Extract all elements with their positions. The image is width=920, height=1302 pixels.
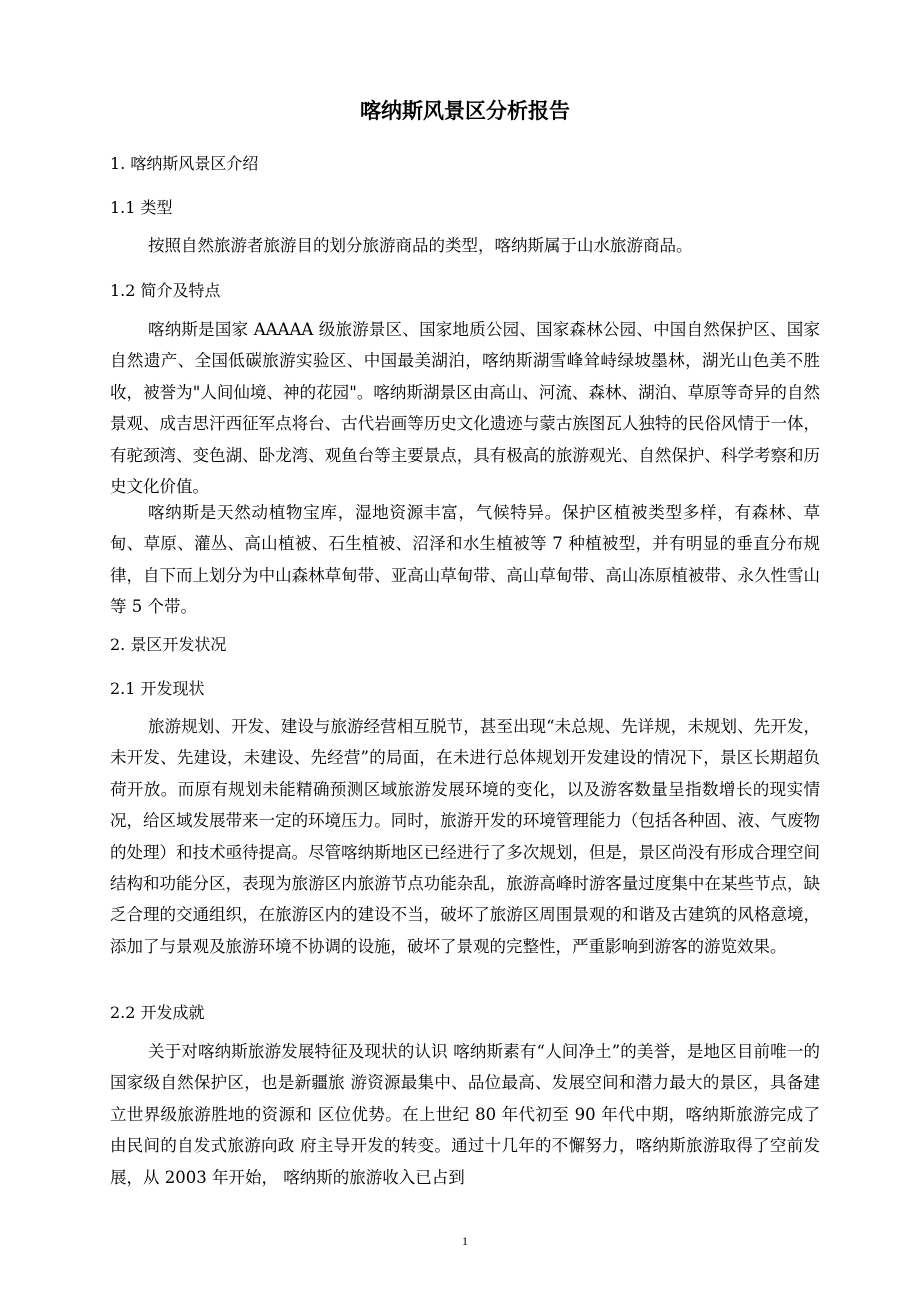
paragraph-status: 旅游规划、开发、建设与旅游经营相互脱节，甚至出现“未总规、先详规，未规划、先开发，未开发、先建设，未建设、先经营”的局面，在未进行总体规划开发建设的情况下，景区长期超负荷开放。而原有规划未能精确预测区域旅游发展环境的变化，以及游客数量呈指数增长的现实情况，给区域发展带来一定的环境压力。同时，旅游开发的环境管理能力（包括各种固、液、气废物的处理）和技术亟待提高。尽管喀纳斯地区已经进行了多次规划，但是，景区尚没有形成合理空间结构和功能分区，表现为旅游区内旅游节点功能杂乱，旅游高峰时游客量过度集中在某些节点，缺乏合理的交通组织，在旅游区内的建设不当，破坏了旅游区周围景观的和谐及古建筑的风格意境，添加了与景观及旅游环境不协调的设施，破坏了景观的完整性，严重影响到游客的游览效果。 [110, 717, 820, 956]
section-heading-2-2: 2.2 开发成就 [110, 1003, 205, 1022]
section-heading-1: 1. 喀纳斯风景区介绍 [110, 154, 259, 173]
section-heading-1-1: 1.1 类型 [110, 198, 173, 217]
paragraph-achievements: 关于对喀纳斯旅游发展特征及现状的认识 喀纳斯素有“人间净土”的美誉，是地区目前唯一的国家级自然保护区，也是新疆旅 游资源最集中、品位最高、发展空间和潜力最大的景区，具备建立世界级旅游胜地的资源和 区位优势。在上世纪 80 年代初至 90 年代中期，喀纳斯旅游完成了由民间的自发式旅游向政 府主导开发的转变。通过十几年的不懈努力，喀纳斯旅游取得了空前发展，从 2003 年开始， 喀纳斯的旅游收入已占到 [110, 1042, 820, 1187]
section-heading-2: 2. 景区开发状况 [110, 635, 227, 654]
paragraph-type: 按照自然旅游者旅游目的划分旅游商品的类型，喀纳斯属于山水旅游商品。 [148, 236, 693, 255]
document-title: 喀纳斯风景区分析报告 [360, 99, 570, 123]
paragraph-intro-1: 喀纳斯是国家 AAAAA 级旅游景区、国家地质公园、国家森林公园、中国自然保护区、国家自然遗产、全国低碳旅游实验区、中国最美湖泊，喀纳斯湖雪峰耸峙绿坡墨林，湖光山色美不胜收，被誉为"人间仙境、神的花园"。喀纳斯湖景区由高山、河流、森林、湖泊、草原等奇异的自然景观、成吉思汗西征军点将台、古代岩画等历史文化遗迹与蒙古族图瓦人独特的民俗风情于一体，有驼颈湾、变色湖、卧龙湾、观鱼台等主要景点，具有极高的旅游观光、自然保护、科学考察和历史文化价值。 [110, 320, 820, 497]
section-heading-1-2: 1.2 简介及特点 [110, 281, 221, 300]
section-heading-2-1: 2.1 开发现状 [110, 679, 205, 698]
page-number: 1 [462, 1234, 468, 1248]
paragraph-intro-2: 喀纳斯是天然动植物宝库，湿地资源丰富，气候特异。保护区植被类型多样，有森林、草甸、草原、灌丛、高山植被、石生植被、沼泽和水生植被等 7 种植被型，并有明显的垂直分布规律，自下而上划分为中山森林草甸带、亚高山草甸带、高山草甸带、高山冻原植被带、永久性雪山等 5 个带。 [110, 503, 820, 617]
